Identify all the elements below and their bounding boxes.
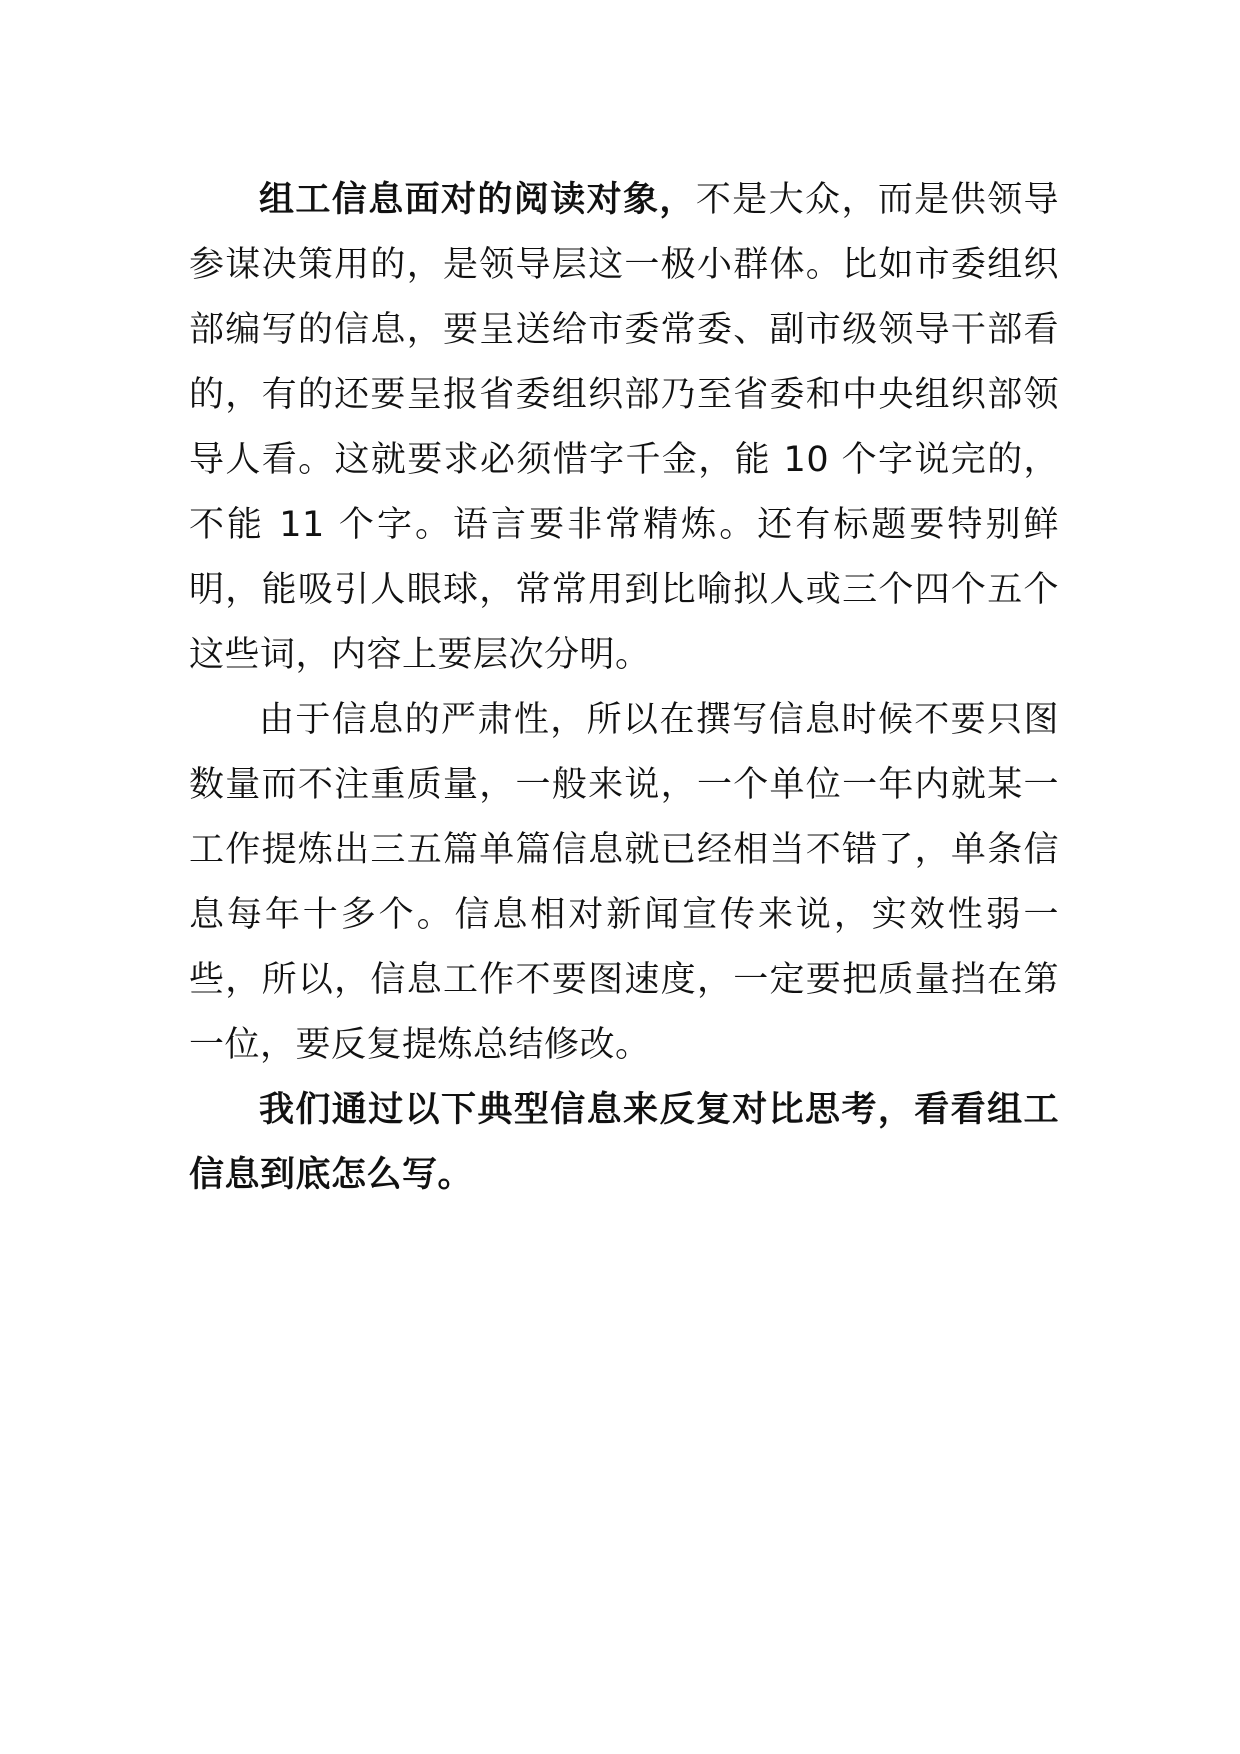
- paragraph-lead-bold: 组工信息面对的阅读对象，: [259, 180, 696, 220]
- paragraph-text: 由于信息的严肃性，所以在撰写信息时候不要只图数量而不注重质量，一般来说，一个单位一年内就某一工作提炼出三五篇单篇信息就已经相当不错了，单条信息每年十多个。信息相对新闻宣传来说，实效性弱一些，所以，信息工作不要图速度，一定要把质量挡在第一位，要反复提炼总结修改。: [189, 700, 1059, 1065]
- paragraph-conclusion-bold: [189, 1078, 1059, 1208]
- document-body: [189, 168, 1059, 1208]
- paragraph-reading-audience: [189, 168, 1059, 688]
- paragraph-text: 不是大众，而是供领导参谋决策用的，是领导层这一极小群体。比如市委组织部编写的信息，要呈送给市委常委、副市级领导干部看的，有的还要呈报省委组织部乃至省委和中央组织部领导人看。这就要求必须惜字千金，能 10 个字说完的，不能 11 个字。语言要非常精炼。还有标题要特别鲜明，能吸引人眼球，常常用到比喻拟人或三个四个五个这些词，内容上要层次分明。: [189, 180, 1059, 675]
- paragraph-quality-over-quantity: [189, 688, 1059, 1078]
- paragraph-text: 我们通过以下典型信息来反复对比思考，看看组工信息到底怎么写。: [189, 1090, 1059, 1195]
